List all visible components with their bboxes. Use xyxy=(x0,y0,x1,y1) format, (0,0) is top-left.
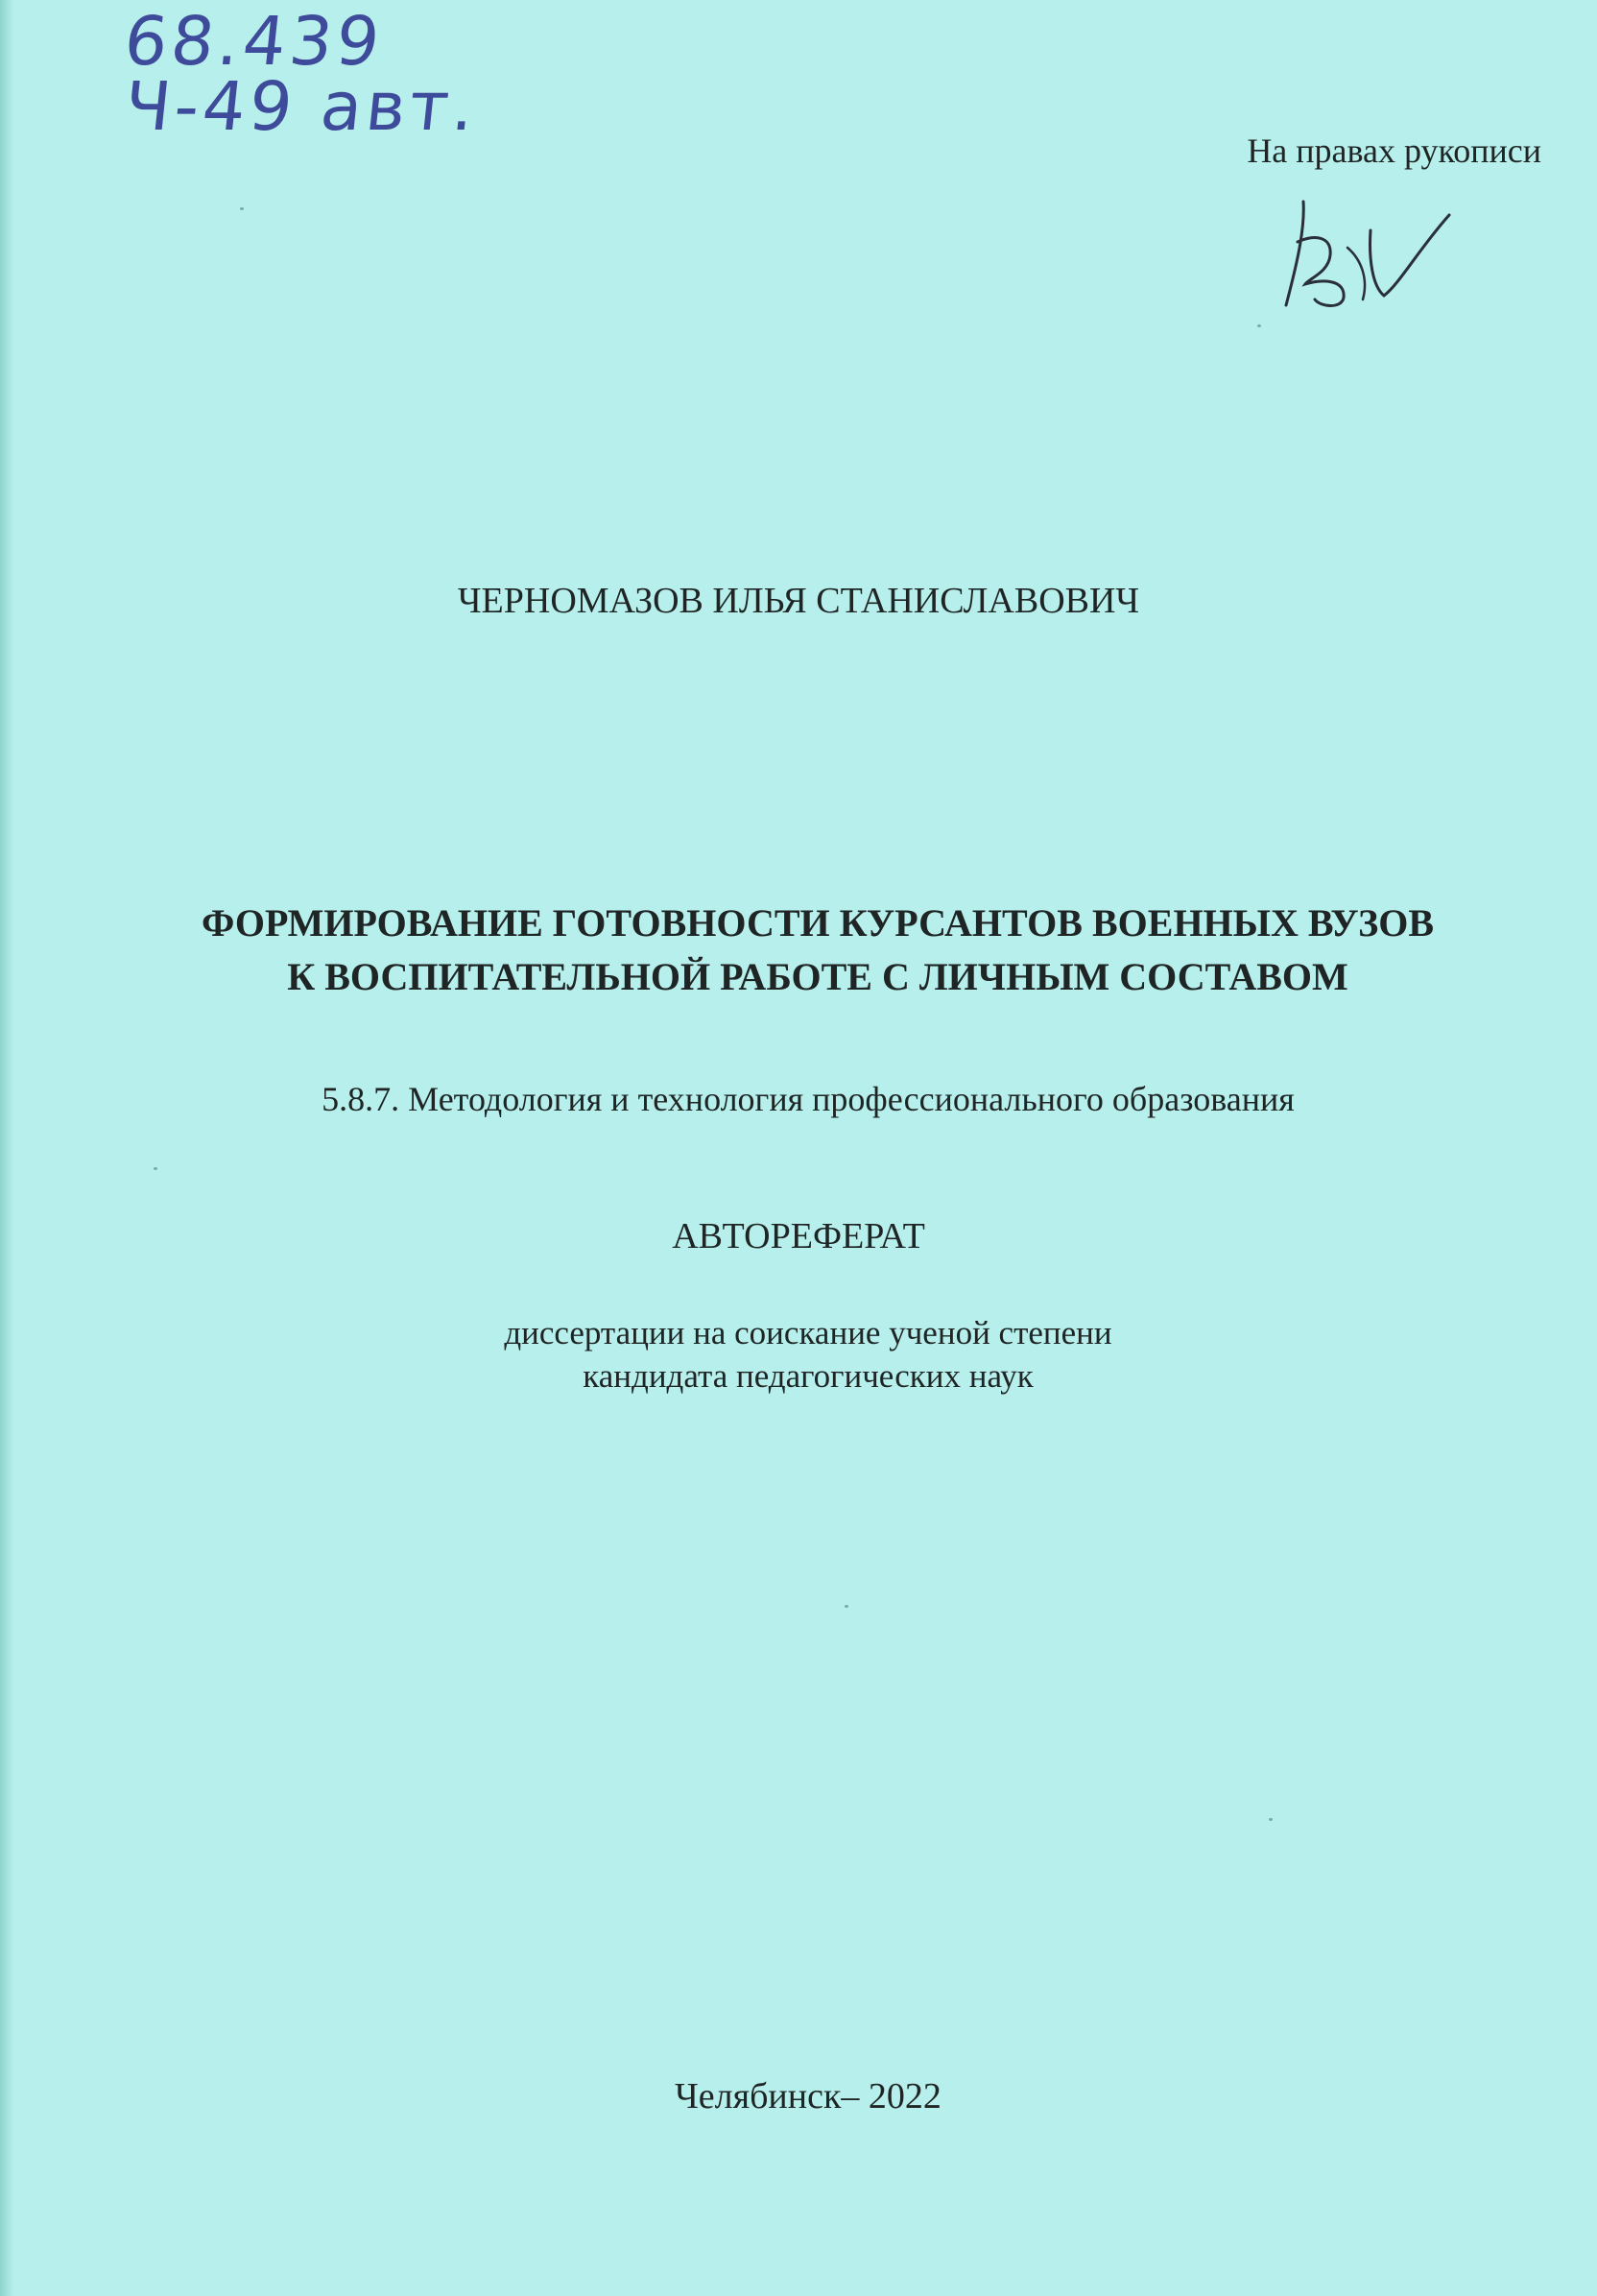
handwritten-catalog-code: Ч-49 авт. xyxy=(120,67,483,146)
title-line-2: К ВОСПИТАТЕЛЬНОЙ РАБОТЕ С ЛИЧНЫМ СОСТАВОМ xyxy=(287,955,1348,998)
degree-line-1: диссертации на соискание ученой степени xyxy=(504,1314,1112,1351)
handwritten-signature xyxy=(1276,192,1468,317)
degree-line-2: кандидата педагогических наук xyxy=(583,1357,1034,1395)
binding-edge xyxy=(0,0,13,2296)
paper-speck xyxy=(154,1167,157,1170)
city-year: Челябинск– 2022 xyxy=(675,2076,942,2117)
author-name: ЧЕРНОМАЗОВ ИЛЬЯ СТАНИСЛАВОВИЧ xyxy=(457,581,1140,621)
manuscript-rights-label: На правах рукописи xyxy=(1247,132,1541,170)
paper-speck xyxy=(1257,324,1261,327)
handwritten-catalog-number: 68.439 xyxy=(120,2,388,81)
degree-description xyxy=(10,1311,1597,1398)
dissertation-title xyxy=(19,897,1597,1004)
paper-speck xyxy=(845,1605,848,1608)
document-type: АВТОРЕФЕРАТ xyxy=(672,1216,925,1256)
paper-speck xyxy=(1269,1818,1273,1821)
specialty-code: 5.8.7. Методология и технология профессионального образования xyxy=(322,1080,1295,1118)
title-line-1: ФОРМИРОВАНИЕ ГОТОВНОСТИ КУРСАНТОВ ВОЕННЫХ ВУЗОВ xyxy=(201,901,1435,945)
paper-speck xyxy=(240,207,244,210)
